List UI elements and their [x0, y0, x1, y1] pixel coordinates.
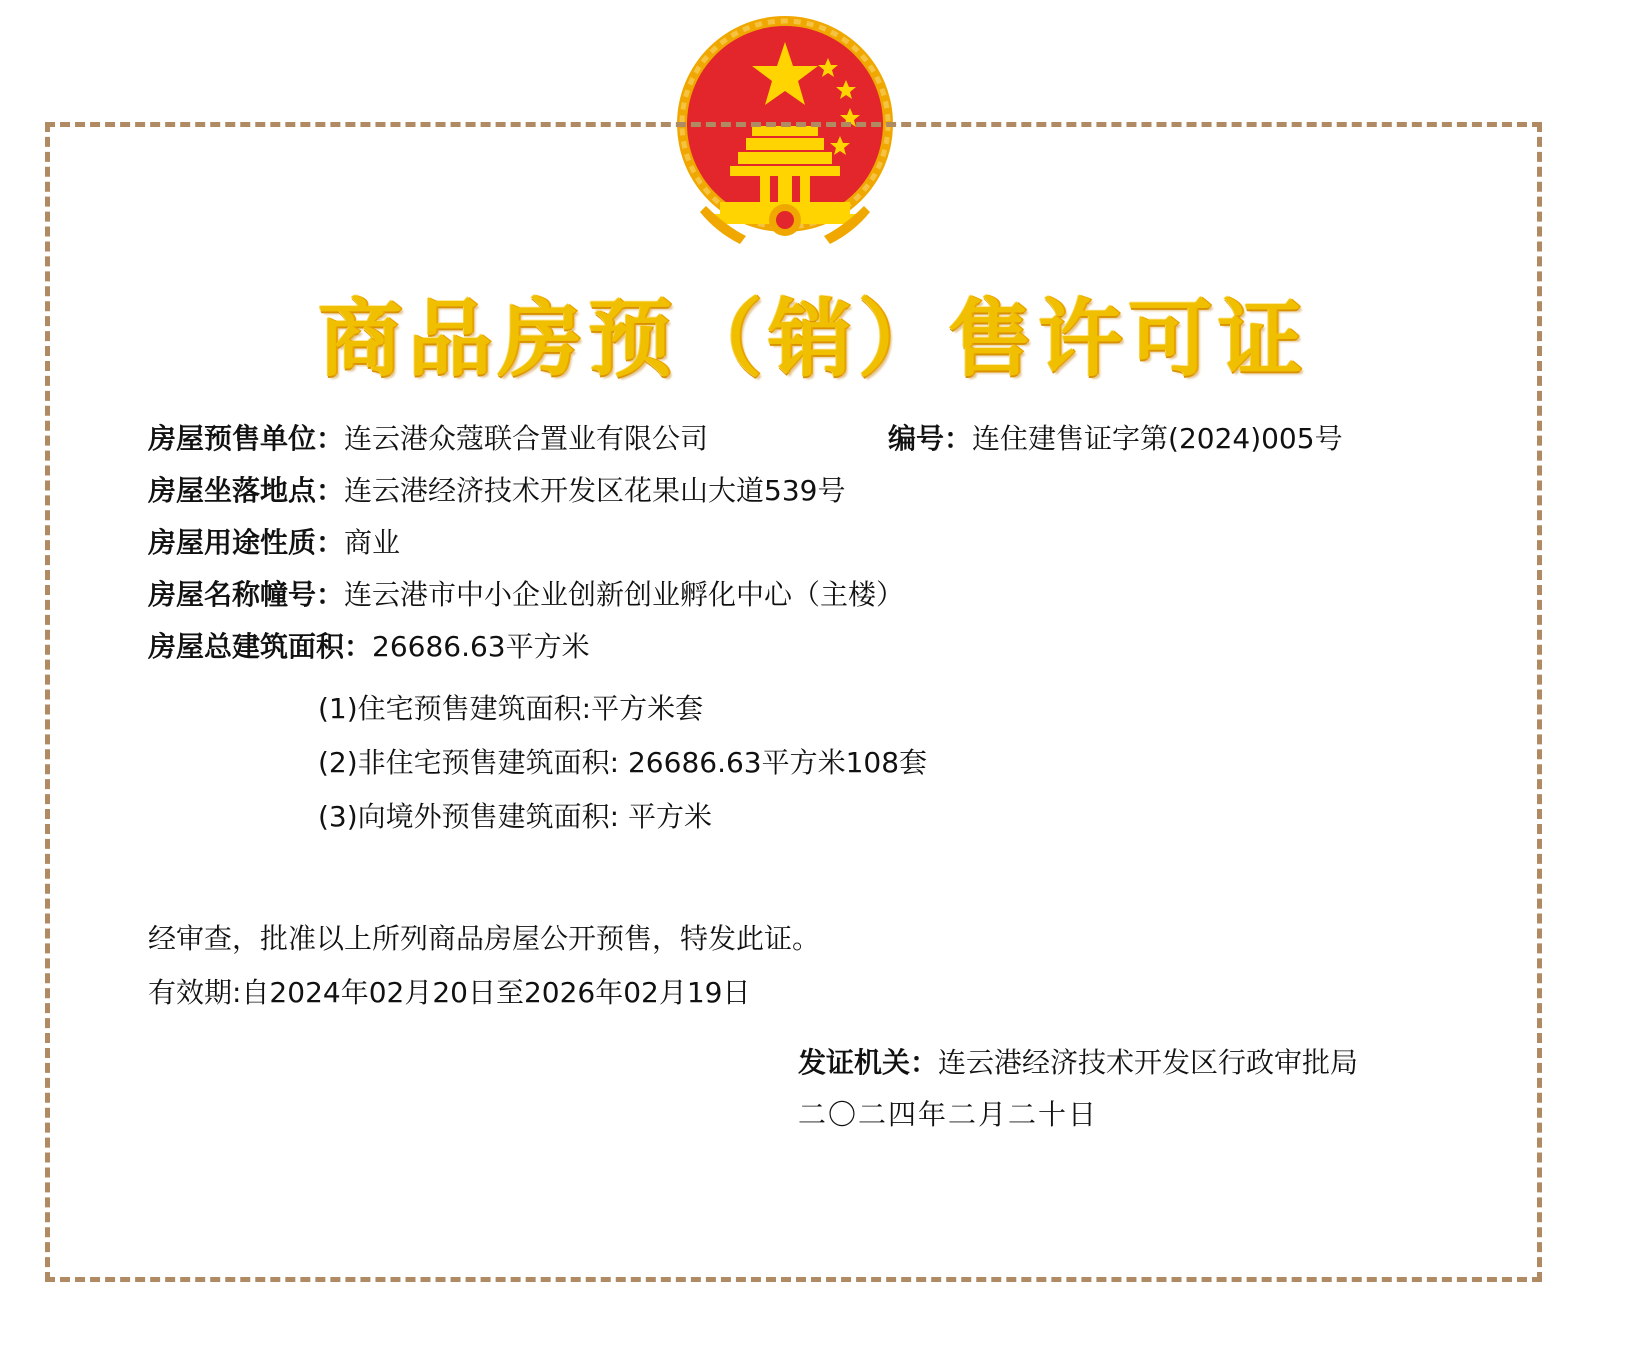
sub-item-list: [148, 692, 1478, 857]
usage-value: 商业: [344, 526, 401, 559]
usage-label: 房屋用途性质：: [148, 526, 345, 559]
row-location: [148, 474, 1478, 529]
serial-number: [888, 422, 1343, 455]
certificate-body: [148, 422, 1478, 1153]
row-building-name: [148, 578, 1478, 633]
issuing-authority-value: 连云港经济技术开发区行政审批局: [938, 1046, 1359, 1079]
list-item: (1)住宅预售建筑面积:平方米套: [318, 692, 704, 725]
serial-label: 编号：: [888, 422, 973, 455]
serial-value: 连住建售证字第(2024)005号: [972, 422, 1343, 455]
list-item: (2)非住宅预售建筑面积: 26686.63平方米108套: [318, 746, 928, 779]
issuing-authority: [148, 1046, 1478, 1101]
page-title: 商品房预（销）售许可证: [317, 289, 1308, 388]
validity-period: 有效期:自2024年02月20日至2026年02月19日: [148, 976, 751, 1009]
row-total-area: [148, 630, 1478, 685]
building-name-label: 房屋名称幢号：: [148, 578, 345, 611]
row-presale-unit: [148, 422, 1478, 477]
location-value: 连云港经济技术开发区花果山大道539号: [344, 474, 846, 507]
total-area-value: 26686.63平方米: [372, 630, 590, 663]
issue-date: 二〇二四年二月二十日: [798, 1098, 1099, 1131]
presale-unit-label: 房屋预售单位：: [148, 422, 345, 455]
approval-statement: 经审查，批准以上所列商品房屋公开预售，特发此证。: [148, 922, 821, 955]
issuing-authority-label: 发证机关：: [798, 1046, 939, 1079]
total-area-label: 房屋总建筑面积：: [148, 630, 373, 663]
list-item: (3)向境外预售建筑面积: 平方米: [318, 800, 712, 833]
location-label: 房屋坐落地点：: [148, 474, 345, 507]
building-name-value: 连云港市中小企业创新创业孵化中心（主楼）: [344, 578, 905, 611]
presale-unit-value: 连云港众蔻联合置业有限公司: [344, 422, 709, 455]
row-usage: [148, 526, 1478, 581]
